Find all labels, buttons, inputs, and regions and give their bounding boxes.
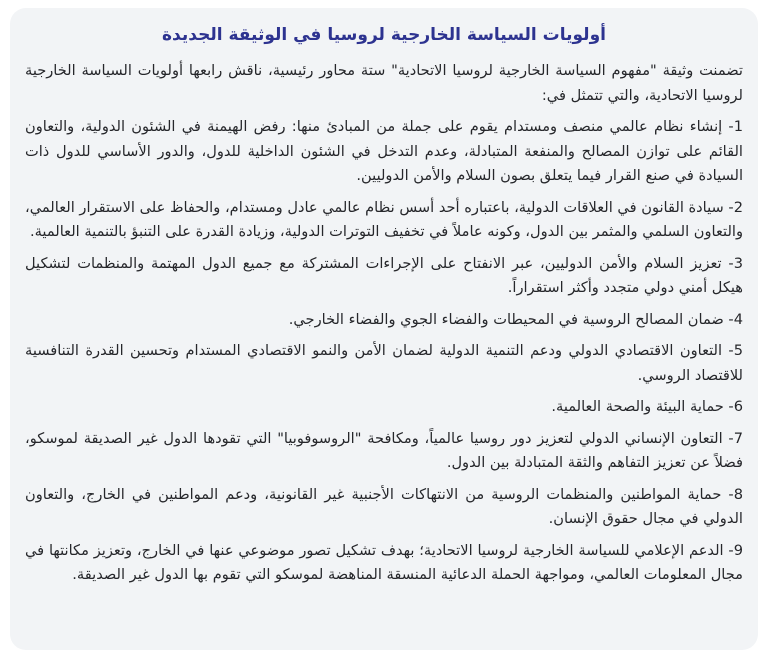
priorities-card xyxy=(10,8,758,650)
card-title: أولويات السياسة الخارجية لروسيا في الوثيقة الجديدة xyxy=(162,25,606,45)
priority-item-4: 4- ضمان المصالح الروسية في المحيطات والفضاء الجوي والفضاء الخارجي. xyxy=(288,310,743,328)
priority-item-7: 7- التعاون الإنساني الدولي لتعزيز دور روسيا عالمياً، ومكافحة "الروسوفوبيا" التي تقودها الدول غير الصديقة لموسكو، فضلاً عن تعزيز التفاهم والثقة المتبادلة بين الدول. xyxy=(25,429,743,471)
priority-item-3: 3- تعزيز السلام والأمن الدوليين، عبر الانفتاح على الإجراءات المشتركة مع جميع الدول المهتمة والمنظمات لتشكيل هيكل أمني دولي متجدد وأكثر استقراراً. xyxy=(25,254,743,296)
priority-item-6: 6- حماية البيئة والصحة العالمية. xyxy=(551,398,743,415)
intro-paragraph: تضمنت وثيقة "مفهوم السياسة الخارجية لروسيا الاتحادية" ستة محاور رئيسية، ناقش رابعها أولويات السياسة الخارجية لروسيا الاتحادية، والتي تتمثل في: xyxy=(25,62,743,104)
priorities-list xyxy=(25,115,743,588)
priority-item-5: 5- التعاون الاقتصادي الدولي ودعم التنمية الدولية لضمان الأمن والنمو الاقتصادي المستدام وتحسين القدرة التنافسية للاقتصاد الروسي. xyxy=(25,342,743,384)
priority-item-9: 9- الدعم الإعلامي للسياسة الخارجية لروسيا الاتحادية؛ بهدف تشكيل تصور موضوعي عنها في الخارج، وتعزيز مكانتها في مجال المعلومات العالمي، ومواجهة الحملة الدعائية المنسقة المناهضة لموسكو التي تقوم بها الدول غير الصديقة. xyxy=(25,541,743,583)
priority-item-8: 8- حماية المواطنين والمنظمات الروسية من الانتهاكات الأجنبية غير القانونية، ودعم المواطنين في الخارج، والتعاون الدولي في مجال حقوق الإنسان. xyxy=(25,485,743,527)
priority-item-1: 1- إنشاء نظام عالمي منصف ومستدام يقوم على جملة من المبادئ منها: رفض الهيمنة في الشئون الدولية، والتعاون القائم على توازن المصالح والمنفعة المتبادلة، وعدم التدخل في الشئون الداخلية للدول، والدور الأساسي للدول ذات السيادة في صنع القرار فيما يتعلق بصون السلام والأمن الدوليين. xyxy=(25,118,743,184)
priority-item-2: 2- سيادة القانون في العلاقات الدولية، باعتباره أحد أسس نظام عالمي عادل ومستدام، والحفاظ على الاستقرار العالمي، والتعاون السلمي والمثمر بين الدول، وكونه عاملاً في تخفيف التوترات الدولية، وزيادة القدرة على التنبؤ بالتنمية العالمية. xyxy=(25,198,743,240)
